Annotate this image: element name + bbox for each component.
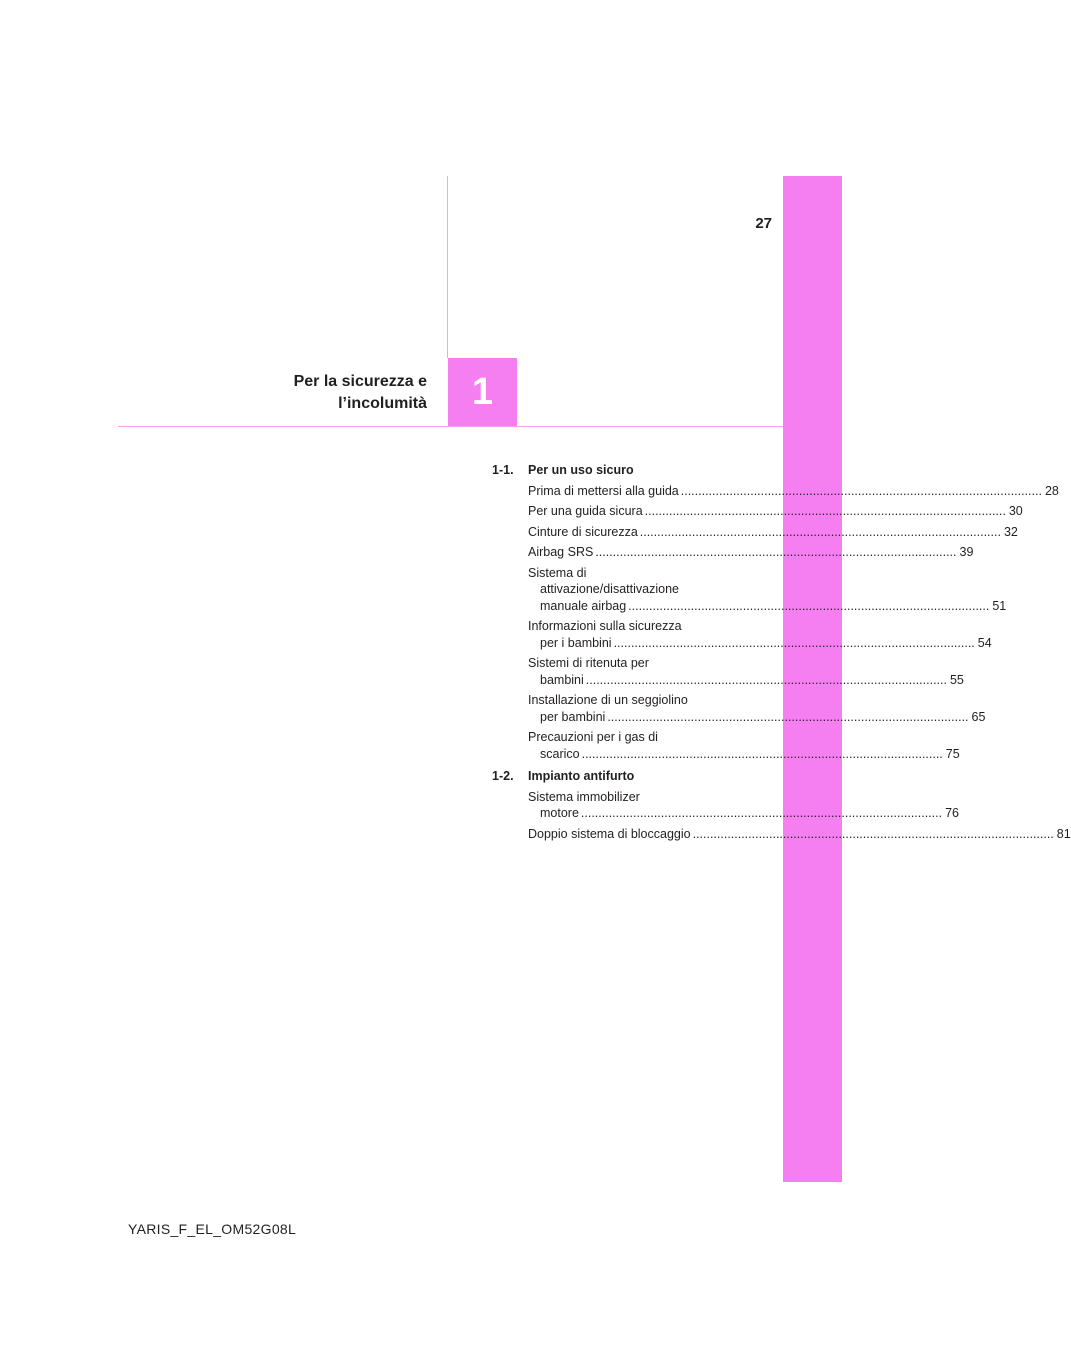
- toc-entry-page: 28: [1044, 483, 1059, 498]
- toc-entry[interactable]: [528, 729, 960, 762]
- toc-entry[interactable]: [528, 618, 992, 651]
- toc-leader-dots: [607, 710, 968, 724]
- toc-entry-text: per bambini: [540, 709, 606, 724]
- toc-entry-text: Installazione di un seggiolino: [528, 693, 688, 707]
- toc-entry-page: 32: [1003, 524, 1018, 539]
- toc-entry-page: 30: [1008, 504, 1023, 518]
- toc-entry[interactable]: [528, 692, 986, 725]
- toc-entry-text: Per una guida sicura: [528, 504, 643, 518]
- toc-entry-text: manuale airbag: [540, 598, 627, 613]
- toc-entry[interactable]: [528, 826, 1071, 843]
- horizontal-rule: [118, 426, 783, 427]
- toc-entry-text: per i bambini: [540, 635, 612, 650]
- toc-leader-dots: [645, 504, 1006, 518]
- toc-leader-dots: [581, 806, 942, 820]
- toc-entry-text: Informazioni sulla sicurezza: [528, 619, 682, 633]
- toc-entry-text: motore: [540, 806, 579, 820]
- chapter-title-line1: Per la sicurezza e: [293, 373, 427, 390]
- table-of-contents: [492, 458, 1071, 842]
- toc-entry-text: Sistema immobilizer: [528, 789, 640, 804]
- toc-entry-text: Cinture di sicurezza: [528, 524, 638, 539]
- toc-entry-page: 75: [945, 746, 960, 761]
- chapter-title-line2: l’incolumità: [338, 395, 427, 412]
- toc-entry-page: 76: [945, 806, 959, 820]
- toc-entry-page: 65: [971, 709, 986, 724]
- toc-entry[interactable]: [528, 655, 964, 688]
- toc-leader-dots: [693, 827, 1054, 841]
- toc-leader-dots: [628, 599, 989, 613]
- chapter-title: [127, 371, 427, 415]
- toc-entry-text: Sistema di: [528, 565, 587, 580]
- toc-entry-text: Doppio sistema di bloccaggio: [528, 826, 691, 841]
- toc-entry[interactable]: [528, 524, 1018, 541]
- toc-leader-dots: [614, 636, 975, 650]
- toc-entry[interactable]: [528, 544, 974, 561]
- toc-entry[interactable]: [528, 789, 959, 822]
- page-number: 27: [755, 215, 772, 232]
- toc-entry-text: Sistemi di ritenuta per: [528, 656, 649, 670]
- toc-leader-dots: [582, 747, 943, 761]
- toc-leader-dots: [681, 484, 1042, 498]
- toc-entry-text: attivazione/disattivazione: [540, 582, 679, 596]
- toc-entry-text: Precauzioni per i gas di: [528, 730, 658, 744]
- toc-section-title: Impianto antifurto: [528, 769, 635, 783]
- toc-entry-text: Airbag SRS: [528, 545, 594, 559]
- toc-leader-dots: [586, 673, 947, 687]
- toc-entry-text: scarico: [540, 746, 580, 761]
- toc-entry-page: 55: [949, 672, 964, 687]
- toc-entry-page: 81: [1056, 826, 1071, 841]
- vertical-rule: [447, 176, 448, 358]
- toc-entry[interactable]: [528, 503, 1023, 520]
- toc-section-heading: [492, 768, 739, 785]
- toc-entry-page: 54: [977, 635, 992, 650]
- toc-section-number: 1-2.: [492, 769, 514, 783]
- toc-entry[interactable]: [528, 565, 1007, 615]
- toc-leader-dots: [595, 545, 956, 559]
- toc-entry-page: 51: [992, 598, 1007, 613]
- toc-entry-page: 39: [959, 545, 974, 559]
- toc-entry-text: bambini: [540, 672, 584, 687]
- toc-entry-text: Prima di mettersi alla guida: [528, 483, 679, 498]
- toc-leader-dots: [640, 525, 1001, 539]
- toc-section-title: Per un uso sicuro: [528, 463, 634, 477]
- toc-entry[interactable]: [528, 483, 1059, 500]
- toc-section-number: 1-1.: [492, 463, 514, 477]
- chapter-number: 1: [471, 371, 494, 413]
- toc-section-heading: [492, 462, 739, 479]
- document-code: YARIS_F_EL_OM52G08L: [128, 1221, 297, 1237]
- chapter-number-box: [448, 358, 517, 427]
